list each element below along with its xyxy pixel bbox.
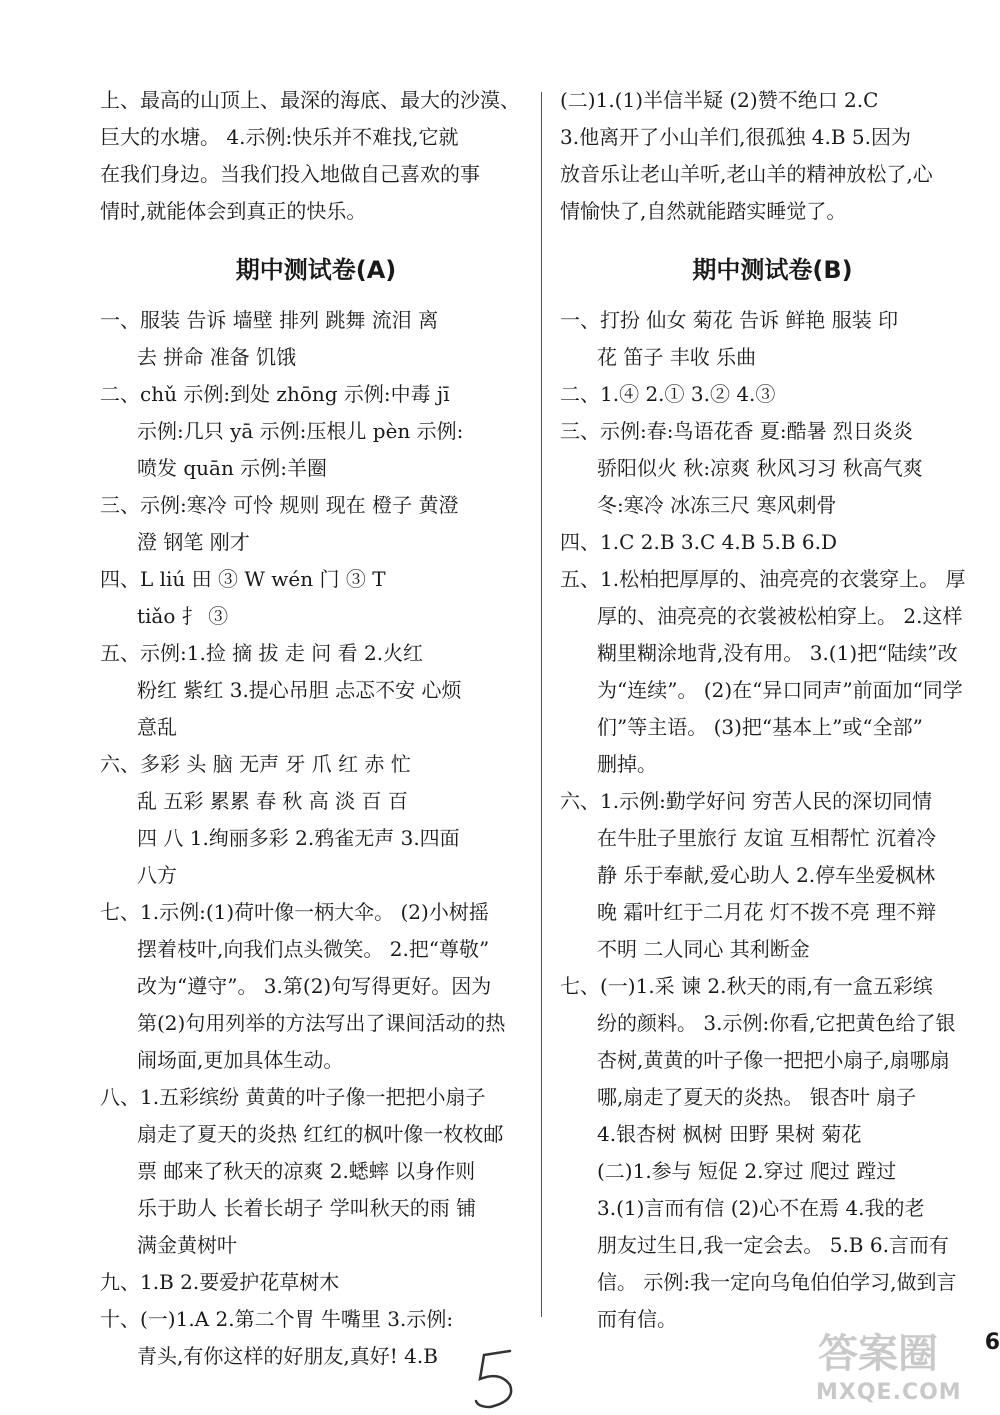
answer-line: 喷发 quān 示例:羊圈 xyxy=(137,456,327,480)
page-number: 6 xyxy=(984,1330,1000,1355)
text-line: 在我们身边。当我们投入地做自己喜欢的事 xyxy=(100,162,480,186)
answer-line: 们”等主语。 (3)把“基本上”或“全部” xyxy=(597,715,923,739)
text-line: 情时,就能体会到真正的快乐。 xyxy=(100,199,367,223)
answer-line: 晚 霜叶红于二月花 灯不拨不亮 理不辩 xyxy=(597,900,937,924)
answer-line: 九、1.B 2.要爱护花草树木 xyxy=(100,1270,340,1294)
answer-line: 十、(一)1.A 2.第二个胃 牛嘴里 3.示例: xyxy=(100,1307,454,1331)
answer-line: 三、示例:春:鸟语花香 夏:酷暑 烈日炎炎 xyxy=(560,419,913,443)
answer-line: 花 笛子 丰收 乐曲 xyxy=(597,345,757,369)
right-column xyxy=(560,82,985,1338)
answer-line: 哪,扇走了夏天的炎热。 银杏叶 扇子 xyxy=(597,1085,917,1109)
text-line: (二)1.(1)半信半疑 (2)赞不绝口 2.C xyxy=(560,88,879,112)
answer-line: 票 邮来了秋天的凉爽 2.蟋蟀 以身作则 xyxy=(137,1159,476,1183)
answer-line: 信。 示例:我一定向乌龟伯伯学习,做到言 xyxy=(597,1270,957,1294)
answer-line: 六、多彩 头 脑 无声 牙 爪 红 赤 忙 xyxy=(100,752,411,776)
answer-line: 五、1.松柏把厚厚的、油亮亮的衣裳穿上。 厚 xyxy=(560,567,966,591)
answer-line: 朋友过生日,我一定会去。 5.B 6.言而有 xyxy=(597,1233,949,1257)
answer-line: 冬:寒冷 冰冻三尺 寒风刺骨 xyxy=(597,493,837,517)
answer-line: 五、示例:1.捡 摘 拔 走 问 看 2.火红 xyxy=(100,641,424,665)
answer-line: 意乱 xyxy=(137,715,177,739)
handwritten-mark xyxy=(470,1345,530,1415)
answer-item xyxy=(100,561,532,635)
answer-item xyxy=(100,1079,532,1264)
watermark-url: MXQE.COM xyxy=(816,1380,962,1405)
answer-line: 在牛肚子里旅行 友谊 互相帮忙 沉着冷 xyxy=(597,826,937,850)
answer-line: 二、chǔ 示例:到处 zhōng 示例:中毒 jī xyxy=(100,382,450,406)
answer-item xyxy=(560,302,985,376)
answer-line: 二、1.④ 2.① 3.② 4.③ xyxy=(560,382,776,406)
answer-item xyxy=(100,1301,532,1375)
answer-line: 为“连续”。 (2)在“异口同声”前面加“同学 xyxy=(597,678,963,702)
answer-line: 八方 xyxy=(137,863,177,887)
answer-line: tiǎo 扌 ③ xyxy=(137,604,229,628)
watermark-logo xyxy=(800,1318,1000,1414)
answer-line: 满金黄树叶 xyxy=(137,1233,237,1257)
text-line: 巨大的水塘。 4.示例:快乐并不难找,它就 xyxy=(100,125,459,149)
answer-line: 四 八 1.绚丽多彩 2.鸦雀无声 3.四面 xyxy=(137,826,460,850)
watermark-text: 答案圈 xyxy=(818,1331,938,1377)
answer-line: 改为“遵守”。 3.第(2)句写得更好。因为 xyxy=(137,974,492,998)
answer-line: 厚的、油亮亮的衣裳被松柏穿上。 2.这样 xyxy=(597,604,963,628)
answer-item xyxy=(560,413,985,524)
heading-exam-a: 期中测试卷(A) xyxy=(235,256,397,284)
answer-item xyxy=(560,783,985,968)
right-continuation xyxy=(560,82,985,230)
answer-line: 第(2)句用列举的方法写出了课间活动的热 xyxy=(137,1011,506,1035)
left-continuation xyxy=(100,82,532,230)
answer-line: 四、1.C 2.B 3.C 4.B 5.B 6.D xyxy=(560,530,838,554)
answer-line: 一、服装 告诉 墙壁 排列 跳舞 流泪 离 xyxy=(100,308,439,332)
answer-line: 4.银杏树 枫树 田野 果树 菊花 xyxy=(597,1122,862,1146)
answer-line: 四、L liú 田 ③ W wén 门 ③ T xyxy=(100,567,386,591)
text-line: 情愉快了,自然就能踏实睡觉了。 xyxy=(560,199,847,223)
answer-line: 骄阳似火 秋:凉爽 秋风习习 秋高气爽 xyxy=(597,456,923,480)
column-divider xyxy=(541,92,542,1317)
answer-line: 七、1.示例:(1)荷叶像一柄大伞。 (2)小树摇 xyxy=(100,900,489,924)
answer-item xyxy=(560,968,985,1338)
text-line: 3.他离开了小山羊们,很孤独 4.B 5.因为 xyxy=(560,125,912,149)
answer-line: 去 拼命 准备 饥饿 xyxy=(137,345,297,369)
text-line: 上、最高的山顶上、最深的海底、最大的沙漠、 xyxy=(100,88,520,112)
text-line: 放音乐让老山羊听,老山羊的精神放松了,心 xyxy=(560,162,933,186)
answer-line: 乐于助人 长着长胡子 学叫秋天的雨 铺 xyxy=(137,1196,477,1220)
answer-item xyxy=(100,746,532,894)
answer-line: 闹场面,更加具体生动。 xyxy=(137,1048,344,1072)
answer-line: 乱 五彩 累累 春 秋 高 淡 百 百 xyxy=(137,789,408,813)
answer-line: 糊里糊涂地背,没有用。 3.(1)把“陆续”改 xyxy=(597,641,958,665)
answer-line: 三、示例:寒冷 可怜 规则 现在 橙子 黄澄 xyxy=(100,493,459,517)
answer-item xyxy=(100,894,532,1079)
answer-line: 静 乐于奉献,爱心助人 2.停车坐爱枫林 xyxy=(597,863,936,887)
answer-line: 杏树,黄黄的叶子像一把把小扇子,扇哪扇 xyxy=(597,1048,950,1072)
answer-line: 八、1.五彩缤纷 黄黄的叶子像一把把小扇子 xyxy=(100,1085,486,1109)
answer-line: 而有信。 xyxy=(597,1307,677,1331)
left-column xyxy=(100,82,532,1375)
answer-line: 3.(1)言而有信 (2)心不在焉 4.我的老 xyxy=(597,1196,925,1220)
answer-line: 澄 钢笔 刚才 xyxy=(137,530,250,554)
answer-item xyxy=(560,524,985,561)
answer-item xyxy=(560,376,985,413)
answer-line: 七、(一)1.采 谏 2.秋天的雨,有一盒五彩缤 xyxy=(560,974,933,998)
answer-item xyxy=(100,487,532,561)
answer-item xyxy=(100,376,532,487)
exam-b-answers xyxy=(560,302,985,1338)
answer-line: 六、1.示例:勤学好问 穷苦人民的深切同情 xyxy=(560,789,933,813)
answer-item xyxy=(100,635,532,746)
answer-line: 扇走了夏天的炎热 红红的枫叶像一枚枚邮 xyxy=(137,1122,504,1146)
answer-item xyxy=(100,302,532,376)
answer-line: 青头,有你这样的好朋友,真好! 4.B xyxy=(137,1344,438,1368)
answer-line: 删掉。 xyxy=(597,752,657,776)
answer-line: (二)1.参与 短促 2.穿过 爬过 蹚过 xyxy=(597,1159,897,1183)
answer-item xyxy=(100,1264,532,1301)
answer-line: 粉红 紫红 3.提心吊胆 忐忑不安 心烦 xyxy=(137,678,462,702)
heading-exam-b: 期中测试卷(B) xyxy=(692,256,853,284)
exam-a-answers xyxy=(100,302,532,1375)
answer-line: 纷的颜料。 3.示例:你看,它把黄色给了银 xyxy=(597,1011,956,1035)
answer-item xyxy=(560,561,985,783)
answer-line: 不明 二人同心 其利断金 xyxy=(597,937,810,961)
answer-line: 摆着枝叶,向我们点头微笑。 2.把“尊敬” xyxy=(137,937,490,961)
answer-line: 示例:几只 yā 示例:压根儿 pèn 示例: xyxy=(137,419,464,443)
answer-line: 一、打扮 仙女 菊花 告诉 鲜艳 服装 印 xyxy=(560,308,899,332)
